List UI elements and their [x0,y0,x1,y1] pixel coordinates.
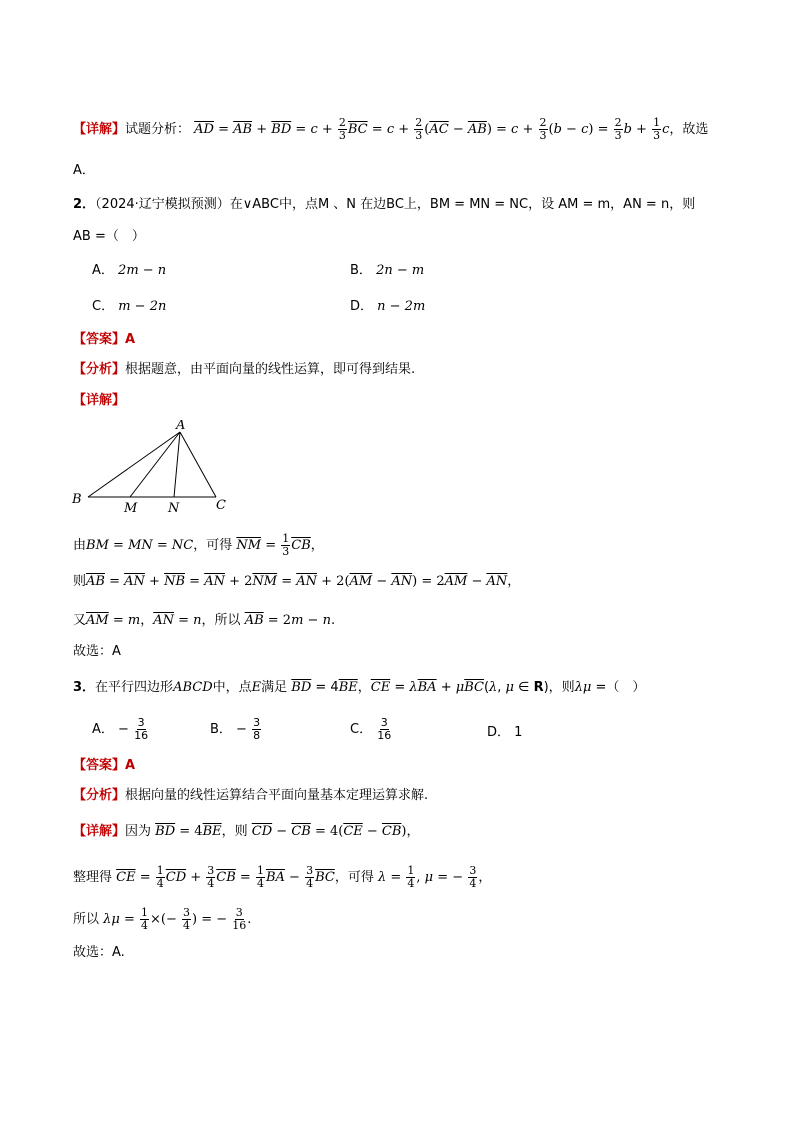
side-ac [180,432,216,497]
q2-detail-line2: 则$\overline{AB} = \overline{AN} + \overline{NB} = \overline{AN} + 2\overline{NM} = \overline{AN} + 2(\overline{AM} - \overline{AN}) = 2\overline{AM} - \overline{AN}$， [73,574,521,589]
q3-answer-line [73,757,135,775]
q3-analysis-tag: 【分析】 [73,788,126,803]
q2-option-a[interactable]: A． 2m − n [92,263,167,278]
q2-answer: A [125,332,136,347]
q2-stem-c: AB =（ ） [73,229,145,244]
label-m: M [124,501,138,516]
q3-option-b[interactable]: B． − $\frac{3}{8}$ [210,716,261,742]
q2-analysis-line [73,361,415,379]
q3-answer-tag: 【答案】 [73,758,126,773]
q2-stem-line1 [73,196,695,214]
q3-detail-tag: 【详解】 [73,824,126,839]
q3-analysis: 根据向量的线性运算结合平面向量基本定理运算求解. [125,788,429,803]
segment-an [174,432,180,497]
q1-detail-line [73,117,708,142]
side-ab [88,432,180,497]
q3-conclusion: 故选：A. [73,945,125,960]
q3-detail-line2: 整理得 $\overline{CE}$ = $\frac{1}{4}$ $\overline{CD}$ + $\frac{3}{4}$ $\overline{CB}$ = $\frac{1}{4}$ $\overline{BA}$ − $\frac{3}{4}$ $\overline{BC}$，可得 λ = $\frac{1}{4}$ , μ = − $\frac{3}{4}$ ， [73,864,492,890]
q2-analysis: 根据题意，由平面向量的线性运算，即可得到结果. [125,362,416,377]
q2-analysis-tag: 【分析】 [73,362,126,377]
label-n: N [168,501,180,516]
q2-option-c[interactable]: C． m − 2n [92,299,167,314]
q3-detail-line3: 所以 λμ = $\frac{1}{4}$ ×(− $\frac{3}{4}$ ) = − $\frac{3}{16}$ . [73,906,252,932]
q2-option-b[interactable]: B． 2n − m [350,263,425,278]
segment-am [130,432,180,497]
q3-stem-line: 3．在平行四边形ABCD中，点E满足 $\overline{BD} = 4\overline{BE}$，$\overline{CE} = \lambda\overline{BA} + \mu\overline{BC}(\lambda$, μ ∈ R)，则λμ =（ ） [73,680,646,695]
q3-detail-line1: 【详解】因为 $\overline{BD} = 4\overline{BE}$，则 $\overline{CD} - \overline{CB} = 4(\overline{CE} - \overline{CB})$， [73,824,420,839]
q2-conclusion: 故选：A [73,644,121,659]
q2-source: （2024·辽宁模拟预测） [95,197,230,212]
q2-stem-a: 在∨ABC中，点M 、N 在边BC上，BM = MN = NC，设 [229,197,555,212]
q3-analysis-line [73,787,428,805]
label-b: B [72,492,82,507]
label-c: C [216,498,226,513]
q2-number: 2． [73,197,96,212]
q2-stem-b: AM = m，AN = n，则 [558,197,696,212]
q2-detail-line3: 又$\overline{AM} = m$，$\overline{AN} = n$，所以 $\overline{AB} = 2m - n$. [73,613,336,628]
q2-answer-tag: 【答案】 [73,332,126,347]
q3-option-d[interactable]: D． 1 [487,725,523,740]
q3-answer: A [125,758,136,773]
q1-detail-tag: 【详解】 [73,122,126,137]
q1-tail: ，故选 [669,122,709,137]
q2-answer-line [73,331,135,349]
q1-detail-equation: $\overline{AD} = \overline{AB} + \overline{BD} = c$ + $\frac{2}{3}$ $\overline{BC} = c$ + $\frac{2}{3}$ $(\overline{AC} - \overline{AB}) = c$ + $\frac{2}{3}$ (b − c) = $\frac{2}{3}$ b + $\frac{1}{3}$ c [194,116,670,142]
q1-answer-line: A． [73,163,95,178]
q2-detail-tag: 【详解】 [73,393,126,408]
q2-option-d[interactable]: D． n − 2m [350,299,426,314]
q3-option-c[interactable]: C． $\frac{3}{16}$ [350,716,392,742]
label-a: A [176,420,186,433]
triangle-figure [60,420,260,520]
q3-number: 3． [73,680,96,695]
q3-option-a[interactable]: A． − $\frac{3}{16}$ [92,716,149,742]
q2-detail-line1: 由BM = MN = NC，可得 $\overline{NM}$ = $\frac{1}{3}$ $\overline{CB}$， [73,532,324,558]
q1-detail-text: 试题分析： [125,122,191,137]
